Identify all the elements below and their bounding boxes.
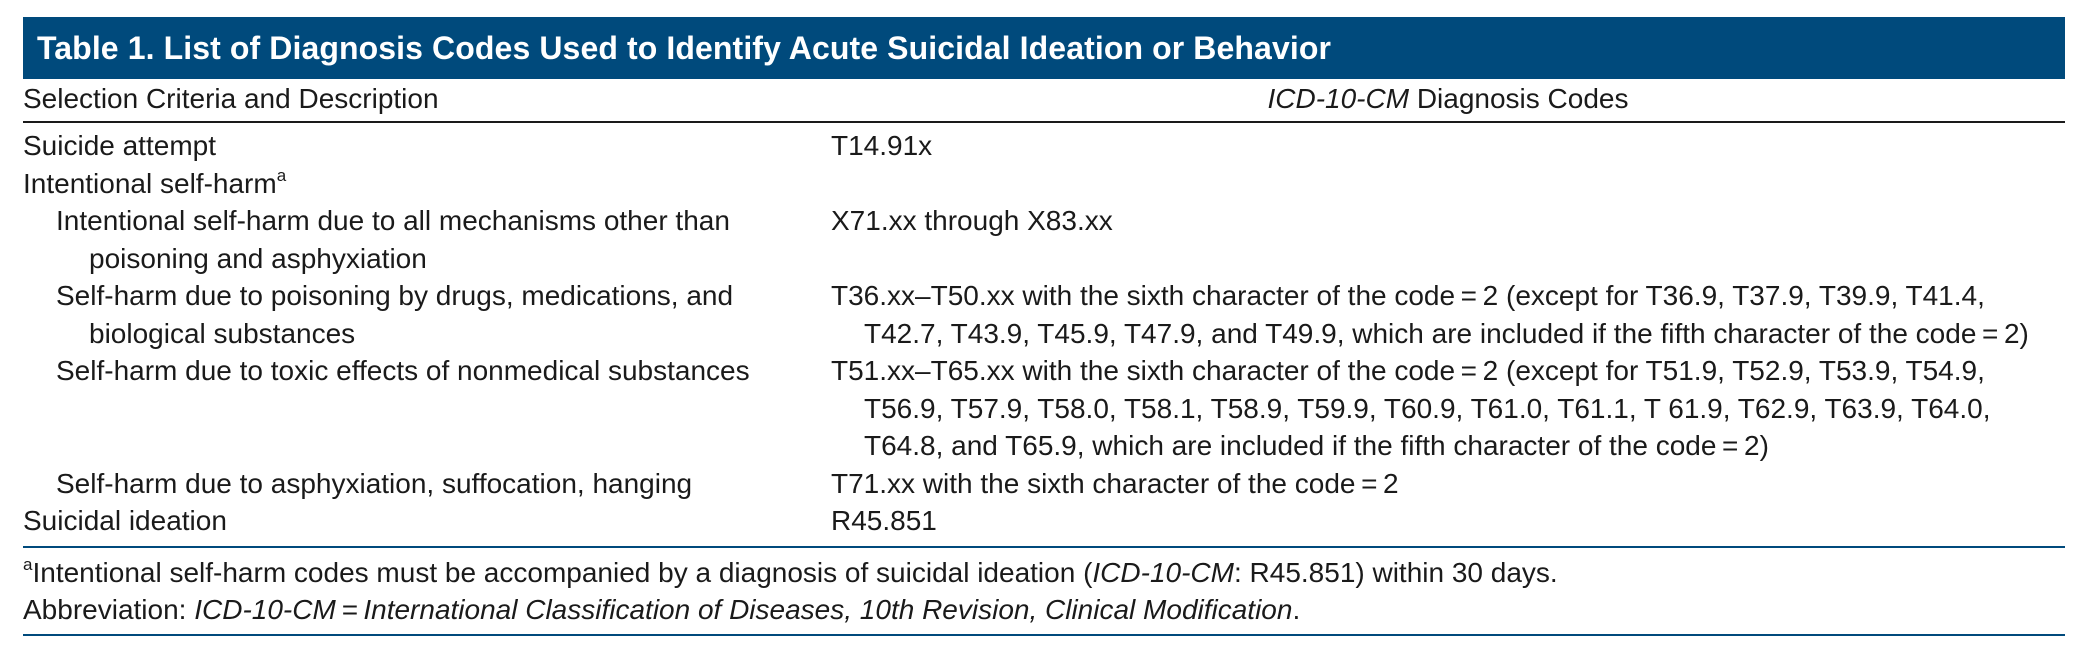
row-description-text: Self-harm due to asphyxiation, suffocation, hanging bbox=[56, 467, 693, 499]
footnote-abbreviation bbox=[23, 591, 2065, 628]
row-description-text: Self-harm due to toxic effects of nonmedical substances bbox=[56, 355, 750, 386]
row-description: Suicide attempt bbox=[23, 130, 216, 161]
row-description: Suicidal ideation bbox=[23, 505, 227, 536]
row-description-text: Intentional self-harm bbox=[23, 167, 277, 199]
footnote-a-text-1: Intentional self-harm codes must be accompanied by a diagnosis of suicidal ideation ( bbox=[32, 556, 1093, 588]
row-codes: X71.xx through X83.xx bbox=[831, 205, 1113, 236]
table-footnotes bbox=[23, 548, 2065, 636]
footnote-a-marker: a bbox=[23, 554, 33, 574]
table-row bbox=[23, 352, 2065, 465]
header-selection-criteria: Selection Criteria and Description bbox=[23, 83, 439, 114]
table-body bbox=[23, 123, 2065, 548]
row-codes bbox=[831, 165, 2065, 203]
table-row bbox=[23, 277, 2065, 352]
header-diagnosis-codes bbox=[831, 83, 2065, 115]
table-row bbox=[23, 202, 2065, 277]
table-header-row bbox=[23, 79, 2065, 123]
abbreviation-label: Abbreviation: bbox=[23, 593, 195, 625]
row-description-text: Intentional self-harm due to all mechanisms other than poisoning and asphyxiation bbox=[56, 205, 730, 274]
row-codes: T51.xx–T65.xx with the sixth character of the code = 2 (except for T51.9, T52.9, T53.9, T54.9, T56.9, T57.9, T58.0, T58.1, T58.9, T59.9, T60.9, T61.0, T61.1, T 61.9, T62.9, T63.9, T64.0, T64.8, and T65.9, which are included if the fifth character of the code = 2) bbox=[831, 355, 1991, 461]
row-description bbox=[23, 465, 831, 503]
header-icd-label: ICD-10-CM bbox=[1267, 83, 1410, 114]
row-description-text: Self-harm due to poisoning by drugs, medications, and biological substances bbox=[56, 280, 734, 349]
table-row bbox=[23, 465, 2065, 503]
footnote-a-italic: ICD-10-CM bbox=[1092, 556, 1234, 588]
row-description bbox=[23, 202, 831, 277]
table-row bbox=[23, 127, 2065, 165]
row-description bbox=[23, 165, 831, 203]
header-codes-label: Diagnosis Codes bbox=[1409, 83, 1629, 114]
row-codes: R45.851 bbox=[831, 505, 937, 536]
row-codes: T36.xx–T50.xx with the sixth character of the code = 2 (except for T36.9, T37.9, T39.9, T41.4, T42.7, T43.9, T45.9, T47.9, and T49.9, which are included if the fifth character of the code = 2) bbox=[831, 280, 2029, 349]
row-description bbox=[23, 352, 831, 465]
row-description bbox=[23, 277, 831, 352]
table-row bbox=[23, 165, 2065, 203]
abbreviation-end: . bbox=[1292, 593, 1301, 625]
table-row bbox=[23, 502, 2065, 540]
row-codes: T14.91x bbox=[831, 130, 933, 161]
footnote-marker: a bbox=[276, 165, 287, 185]
footnote-a bbox=[23, 554, 2065, 591]
diagnosis-codes-table bbox=[23, 17, 2065, 636]
row-codes: T71.xx with the sixth character of the code = 2 bbox=[831, 467, 1399, 499]
footnote-a-text-2: : R45.851) within 30 days. bbox=[1233, 556, 1558, 588]
abbreviation-definition: ICD-10-CM = International Classification of Diseases, 10th Revision, Clinical Modification bbox=[194, 593, 1293, 625]
table-title: Table 1. List of Diagnosis Codes Used to Identify Acute Suicidal Ideation or Behavior bbox=[23, 17, 2065, 79]
